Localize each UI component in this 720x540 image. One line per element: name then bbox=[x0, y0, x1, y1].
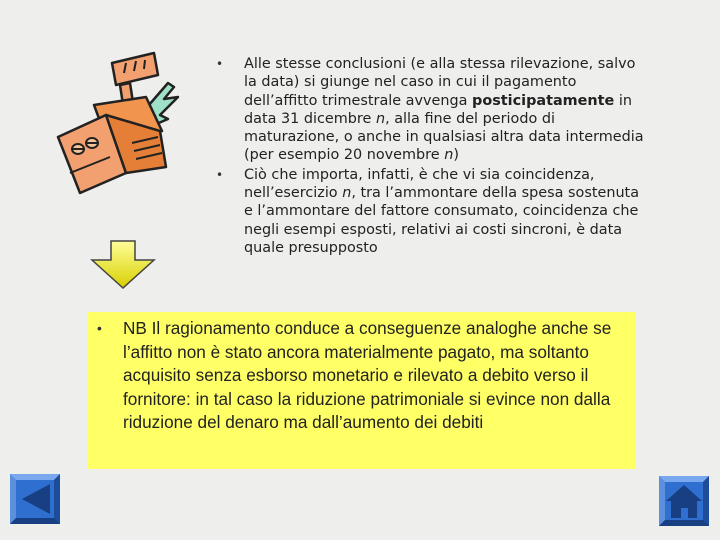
home-button[interactable] bbox=[659, 476, 709, 526]
bullet-italic-text: n bbox=[342, 185, 352, 202]
list-item bbox=[216, 166, 646, 257]
nb-text: NB Il ragionamento conduce a conseguenze analoghe anche se l’affitto non è stato ancora materialmente pagato, ma soltanto acquisito senza esborso monetario e rilevato a debito verso il fornitore: in tal caso la riduzione patrimoniale si evince non dalla riduzione del denaro ma dall’aumento dei debiti bbox=[123, 318, 612, 433]
bullet-italic-text: n bbox=[444, 147, 454, 164]
bullet-icon: • bbox=[97, 320, 102, 336]
list-item bbox=[216, 55, 646, 165]
nb-highlight-box bbox=[88, 312, 636, 469]
bullet-text: ) bbox=[453, 147, 459, 164]
bullet-text: , alla fine del periodo di maturazione, o anche in qualsiasi altra data intermedia (per esempio 20 novembre bbox=[244, 110, 644, 164]
bullet-bold-text: posticipatamente bbox=[472, 92, 615, 109]
down-arrow-icon bbox=[90, 240, 156, 290]
back-button[interactable] bbox=[10, 474, 60, 524]
bullet-italic-text: n bbox=[375, 110, 386, 127]
bullet-icon: • bbox=[216, 167, 224, 182]
bullet-text: , tra l’ammontare della spesa sostenuta e l’ammontare del fattore consumato, coincidenza che negli esempi esposti, relativi ai costi sincroni, è data quale presupposto bbox=[244, 185, 640, 256]
bullet-text: Ciò che importa, infatti, è che vi sia coincidenza, nell’esercizio bbox=[244, 166, 595, 202]
bullet-text: in data 31 dicembre bbox=[244, 92, 633, 127]
cash-register-icon bbox=[50, 45, 180, 195]
bullet-text: Alle stesse conclusioni (e alla stessa rilevazione, salvo la data) si giunge nel caso in cui il pagamento dell’affitto trimestrale avvenga bbox=[244, 56, 636, 109]
top-bullet-list bbox=[216, 55, 646, 257]
bullet-icon: • bbox=[216, 57, 224, 71]
